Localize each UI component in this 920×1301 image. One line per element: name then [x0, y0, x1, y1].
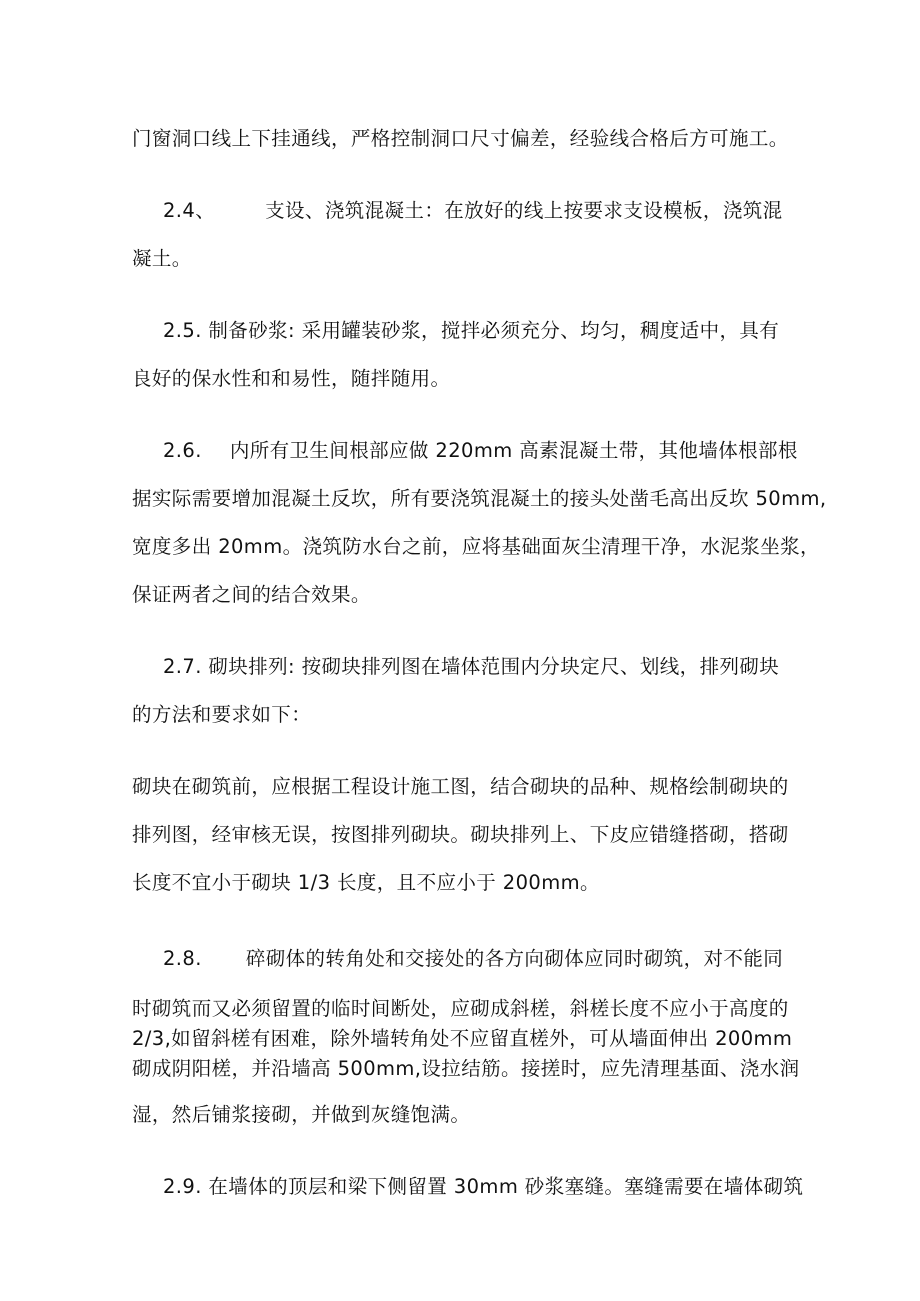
paragraph-2-8-text: 碎砌体的转角处和交接处的各方向砌体应同时砌筑，对不能同	[245, 947, 784, 970]
paragraph-2-6-line-3: 宽度多出 20mm。浇筑防水台之前，应将基础面灰尘清理干净，水泥浆坐浆，	[132, 535, 820, 558]
paragraph-2-6-line-1	[163, 436, 798, 466]
paragraph-2-6-line-2: 据实际需要增加混凝土反坎，所有要浇筑混凝土的接头处凿毛高出反坎 50mm,	[132, 487, 827, 510]
paragraph-2-7-line-2: 的方法和要求如下：	[132, 703, 312, 726]
paragraph-2-8-line-5: 湿，然后铺浆接砌，并做到灰缝饱满。	[132, 1103, 471, 1126]
section-number-2-4: 2.4、	[163, 199, 216, 222]
paragraph-2-5-line-1: 2.5. 制备砂浆: 采用罐装砂浆，搅拌必须充分、均匀，稠度适中，具有	[163, 319, 780, 342]
paragraph-2-8-line-4: 砌成阴阳槎，并沿墙高 500mm,设拉结筋。接搓时，应先清理基面、浇水润	[132, 1057, 800, 1080]
paragraph-2-4-line-2: 凝土。	[132, 247, 192, 270]
paragraph-2-6-text: 内所有卫生间根部应做 220mm 高素混凝土带，其他墙体根部根	[229, 439, 798, 462]
paragraph-layout-line-1: 砌块在砌筑前，应根据工程设计施工图，结合砌块的品种、规格绘制砌块的	[132, 775, 789, 798]
paragraph-2-5-line-2: 良好的保水性和和易性，随拌随用。	[132, 367, 451, 390]
paragraph-2-6-line-4: 保证两者之间的结合效果。	[132, 583, 371, 606]
section-number-2-8: 2.8.	[163, 947, 202, 970]
section-number-2-6: 2.6.	[163, 439, 202, 462]
paragraph-2-9-line-1: 2.9. 在墙体的顶层和梁下侧留置 30mm 砂浆塞缝。塞缝需要在墙体砌筑	[163, 1175, 804, 1198]
paragraph-2-4-text: 支设、浇筑混凝土：在放好的线上按要求支设模板，浇筑混	[265, 199, 783, 222]
paragraph-layout-line-2: 排列图，经审核无误，按图排列砌块。砌块排列上、下皮应错缝搭砌，搭砌	[132, 823, 789, 846]
paragraph-2-8-line-1	[163, 944, 783, 974]
paragraph-2-8-line-2: 时砌筑而又必须留置的临时间断处，应砌成斜槎，斜槎长度不应小于高度的	[132, 997, 789, 1020]
paragraph-2-7-line-1: 2.7. 砌块排列: 按砌块排列图在墙体范围内分块定尺、划线，排列砌块	[163, 655, 780, 678]
paragraph-2-4-line-1	[163, 196, 783, 226]
paragraph-2-8-line-3: 2/3,如留斜槎有困难，除外墙转角处不应留直槎外，可从墙面伸出 200mm	[132, 1027, 793, 1050]
paragraph-1-line-1: 门窗洞口线上下挂通线，严格控制洞口尺寸偏差，经验线合格后方可施工。	[132, 127, 789, 150]
paragraph-layout-line-3: 长度不宜小于砌块 1/3 长度，且不应小于 200mm。	[132, 871, 600, 894]
